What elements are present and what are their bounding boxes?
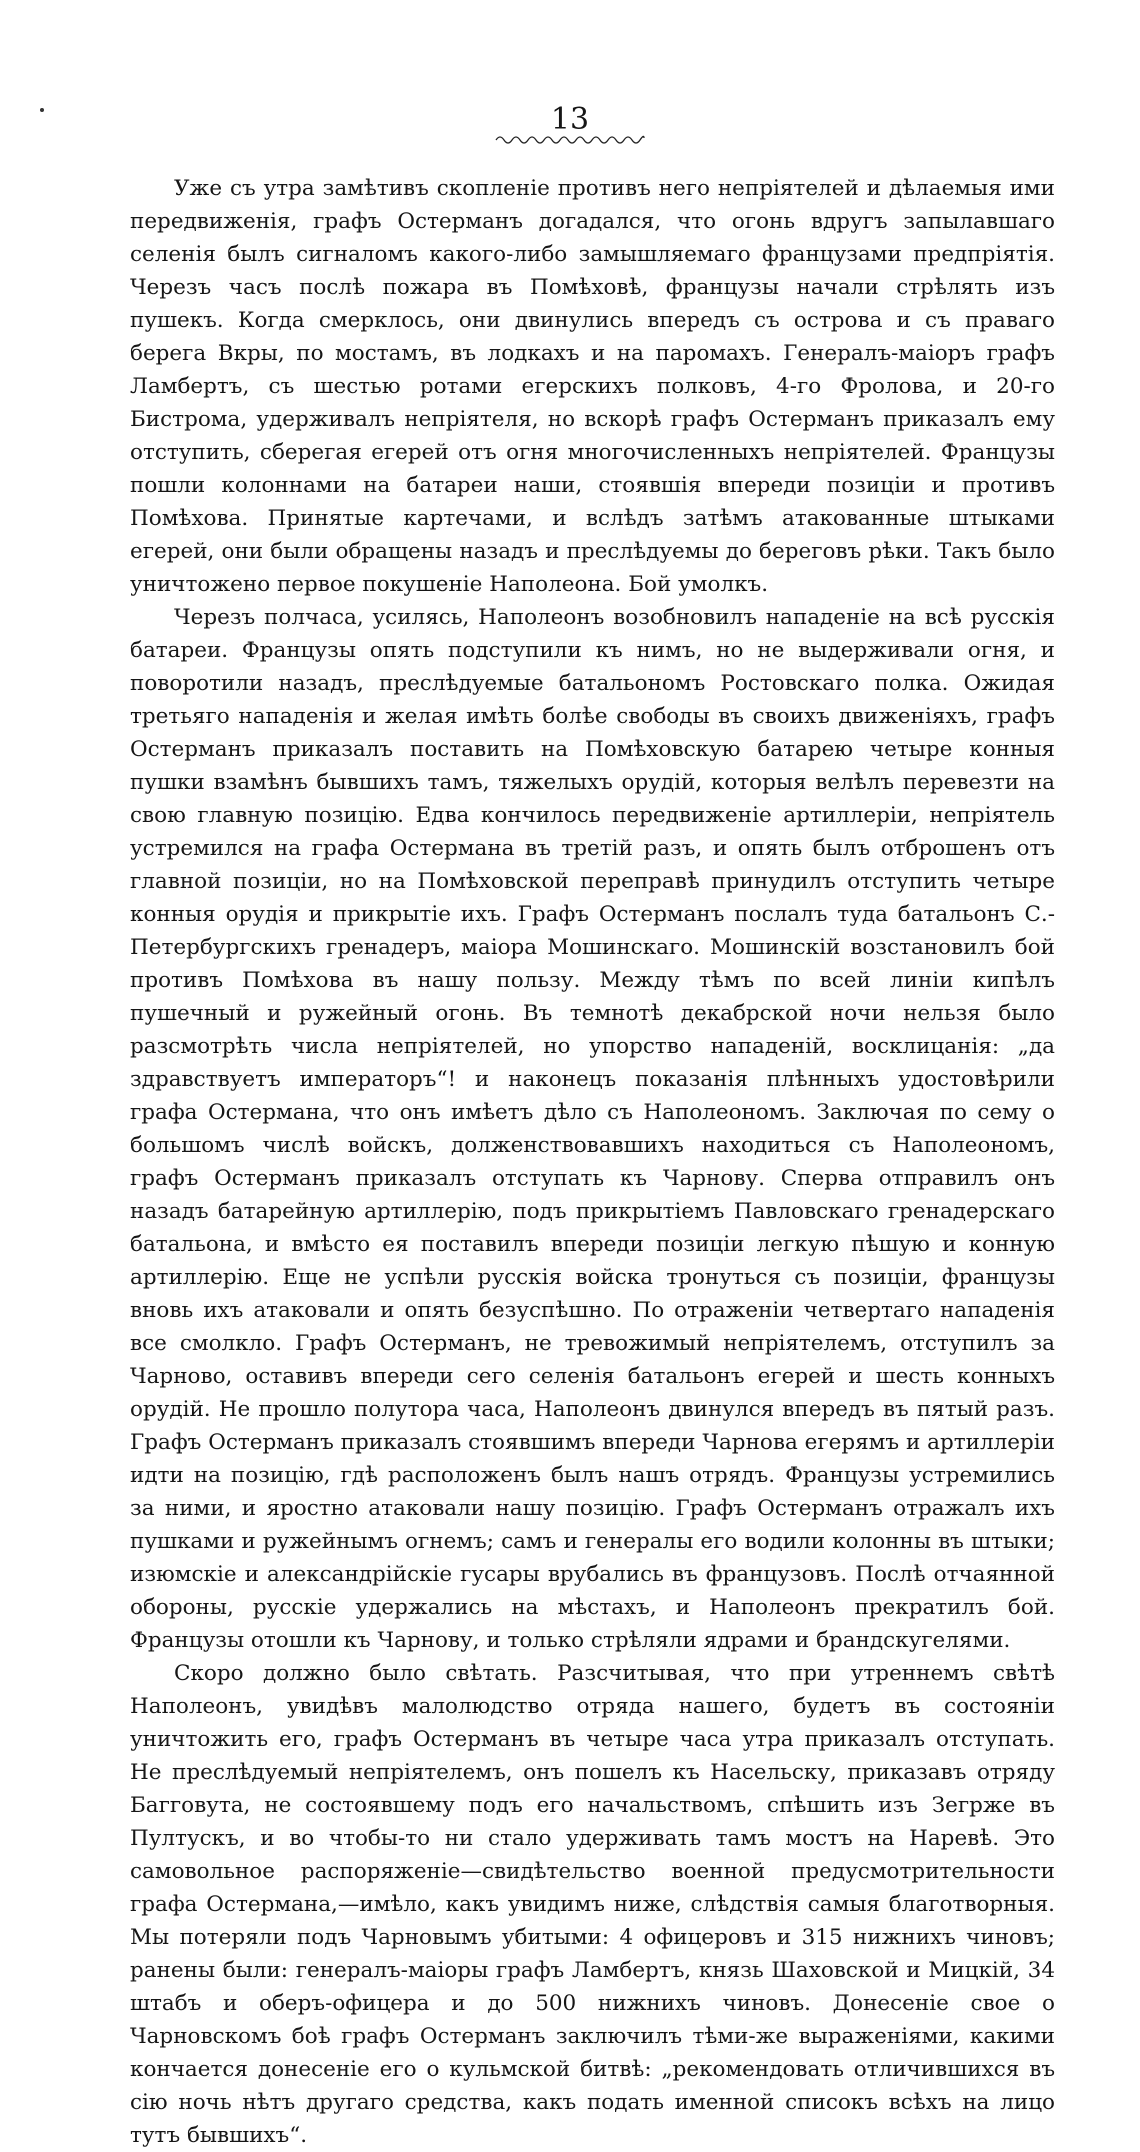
paragraph-3: Скоро должно было свѣтать. Разсчитывая, что при утреннемъ свѣтѣ Наполеонъ, увидѣвъ малолюдство отряда нашего, будетъ въ состояніи уничтожить его, графъ Остерманъ въ четыре часа утра приказалъ отступать. Не преслѣдуемый непріятелемъ, онъ пошелъ къ Насельску, приказавъ отряду Багговута, не состоявшему подъ его начальствомъ, спѣшить изъ Зегрже въ Пултускъ, и во чтобы-то ни стало удерживать тамъ мостъ на Наревѣ. Это самовольное распоряженіе—свидѣтельство военной предусмотрительности графа Остермана,—имѣло, какъ увидимъ ниже, слѣдствія самыя благотворныя. Мы потеряли подъ Чарновымъ убитыми: 4 офицеровъ и 315 нижнихъ чиновъ; ранены были: генералъ-маіоры графъ Ламбертъ, князь Шаховской и Мицкій, 34 штабъ и оберъ-офицера и до 500 нижнихъ чиновъ. Донесеніе свое о Чарновскомъ боѣ графъ Остерманъ заключилъ тѣми-же выраженіями, какими кончается донесеніе его о кульмской битвѣ: „рекомендовать отличившихся въ сію ночь нѣтъ другаго средства, какъ подать именной списокъ всѣхъ на лицо тутъ бывшихъ“. — [130, 1661, 1055, 2148]
paragraph-2: Черезъ полчаса, усилясь, Наполеонъ возобновилъ нападеніе на всѣ русскія батареи. Французы опять подступили къ нимъ, но не выдерживали огня, и поворотили назадъ, преслѣдуемые батальономъ Ростовскаго полка. Ожидая третьяго нападенія и желая имѣть болѣе свободы въ своихъ движеніяхъ, графъ Остерманъ приказалъ поставить на Помѣховскую батарею четыре конныя пушки взамѣнъ бывшихъ тамъ, тяжелыхъ орудій, которыя велѣлъ перевезти на свою главную позицію. Едва кончилось передвиженіе артиллеріи, непріятель устремился на графа Остермана въ третій разъ, и опять былъ отброшенъ отъ главной позиціи, но на Помѣховской переправѣ принудилъ отступить четыре конныя орудія и прикрытіе ихъ. Графъ Остерманъ послалъ туда батальонъ С.-Петербургскихъ гренадеръ, маіора Мошинскаго. Мошинскій возстановилъ бой противъ Помѣхова въ нашу пользу. Между тѣмъ по всей линіи кипѣлъ пушечный и ружейный огонь. Въ темнотѣ декабрской ночи нельзя было разсмотрѣть числа непріятелей, но упорство нападеній, восклицанія: „да здравствуетъ императоръ“! и наконецъ показанія плѣнныхъ удостовѣрили графа Остермана, что онъ имѣетъ дѣло съ Наполеономъ. Заключая по сему о большомъ числѣ войскъ, долженствовавшихъ находиться съ Наполеономъ, графъ Остерманъ приказалъ отступать къ Чарнову. Сперва отправилъ онъ назадъ батарейную артиллерію, подъ прикрытіемъ Павловскаго гренадерскаго батальона, и вмѣсто ея поставилъ впереди позиціи легкую пѣшую и конную артиллерію. Еще не успѣли русскія войска тронуться съ позиціи, французы вновь ихъ атаковали и опять безуспѣшно. По отраженіи четвертаго нападенія все смолкло. Графъ Остерманъ, не тревожимый непріятелемъ, отступилъ за Чарново, оставивъ впереди сего селенія батальонъ егерей и шесть конныхъ орудій. Не прошло полутора часа, Наполеонъ двинулся впередъ въ пятый разъ. Графъ Остерманъ приказалъ стоявшимъ впереди Чарнова егерямъ и артиллеріи идти на позицію, гдѣ расположенъ былъ нашъ отрядъ. Французы устремились за ними, и яростно атаковали нашу позицію. Графъ Остерманъ отражалъ ихъ пушками и ружейнымъ огнемъ; самъ и генералы его водили колонны въ штыки; изюмскіе и александрійскіе гусары врубались въ французовъ. Послѣ отчаянной обороны, русскіе удержались на мѣстахъ, и Наполеонъ прекратилъ бой. Французы отошли къ Чарнову, и только стрѣляли ядрами и брандскугелями. — [130, 605, 1055, 1653]
stray-ink-mark — [40, 108, 44, 112]
page-number: 13 — [550, 102, 590, 137]
wavy-rule-ornament — [494, 132, 646, 144]
paragraph-1: Уже съ утра замѣтивъ скопленіе противъ него непріятелей и дѣлаемыя ими передвиженія, графъ Остерманъ догадался, что огонь вдругъ запылавшаго селенія былъ сигналомъ какого-либо замышляемаго французами предпріятія. Черезъ часъ послѣ пожара въ Помѣховѣ, французы начали стрѣлять изъ пушекъ. Когда смерклось, они двинулись впередъ съ острова и съ праваго берега Вкры, по мостамъ, въ лодкахъ и на паромахъ. Генералъ-маіоръ графъ Ламбертъ, съ шестью ротами егерскихъ полковъ, 4-го Фролова, и 20-го Бистрома, удерживалъ непріятеля, но вскорѣ графъ Остерманъ приказалъ ему отступить, сберегая егерей отъ огня многочисленныхъ непріятелей. Французы пошли колоннами на батареи наши, стоявшія впереди позиціи и противъ Помѣхова. Принятые картечами, и вслѣдъ затѣмъ атакованные штыками егерей, они были обращены назадъ и преслѣдуемы до береговъ рѣки. Такъ было уничтожено первое покушеніе Наполеона. Бой умолкъ. — [130, 176, 1055, 597]
body-text — [130, 172, 1055, 2152]
